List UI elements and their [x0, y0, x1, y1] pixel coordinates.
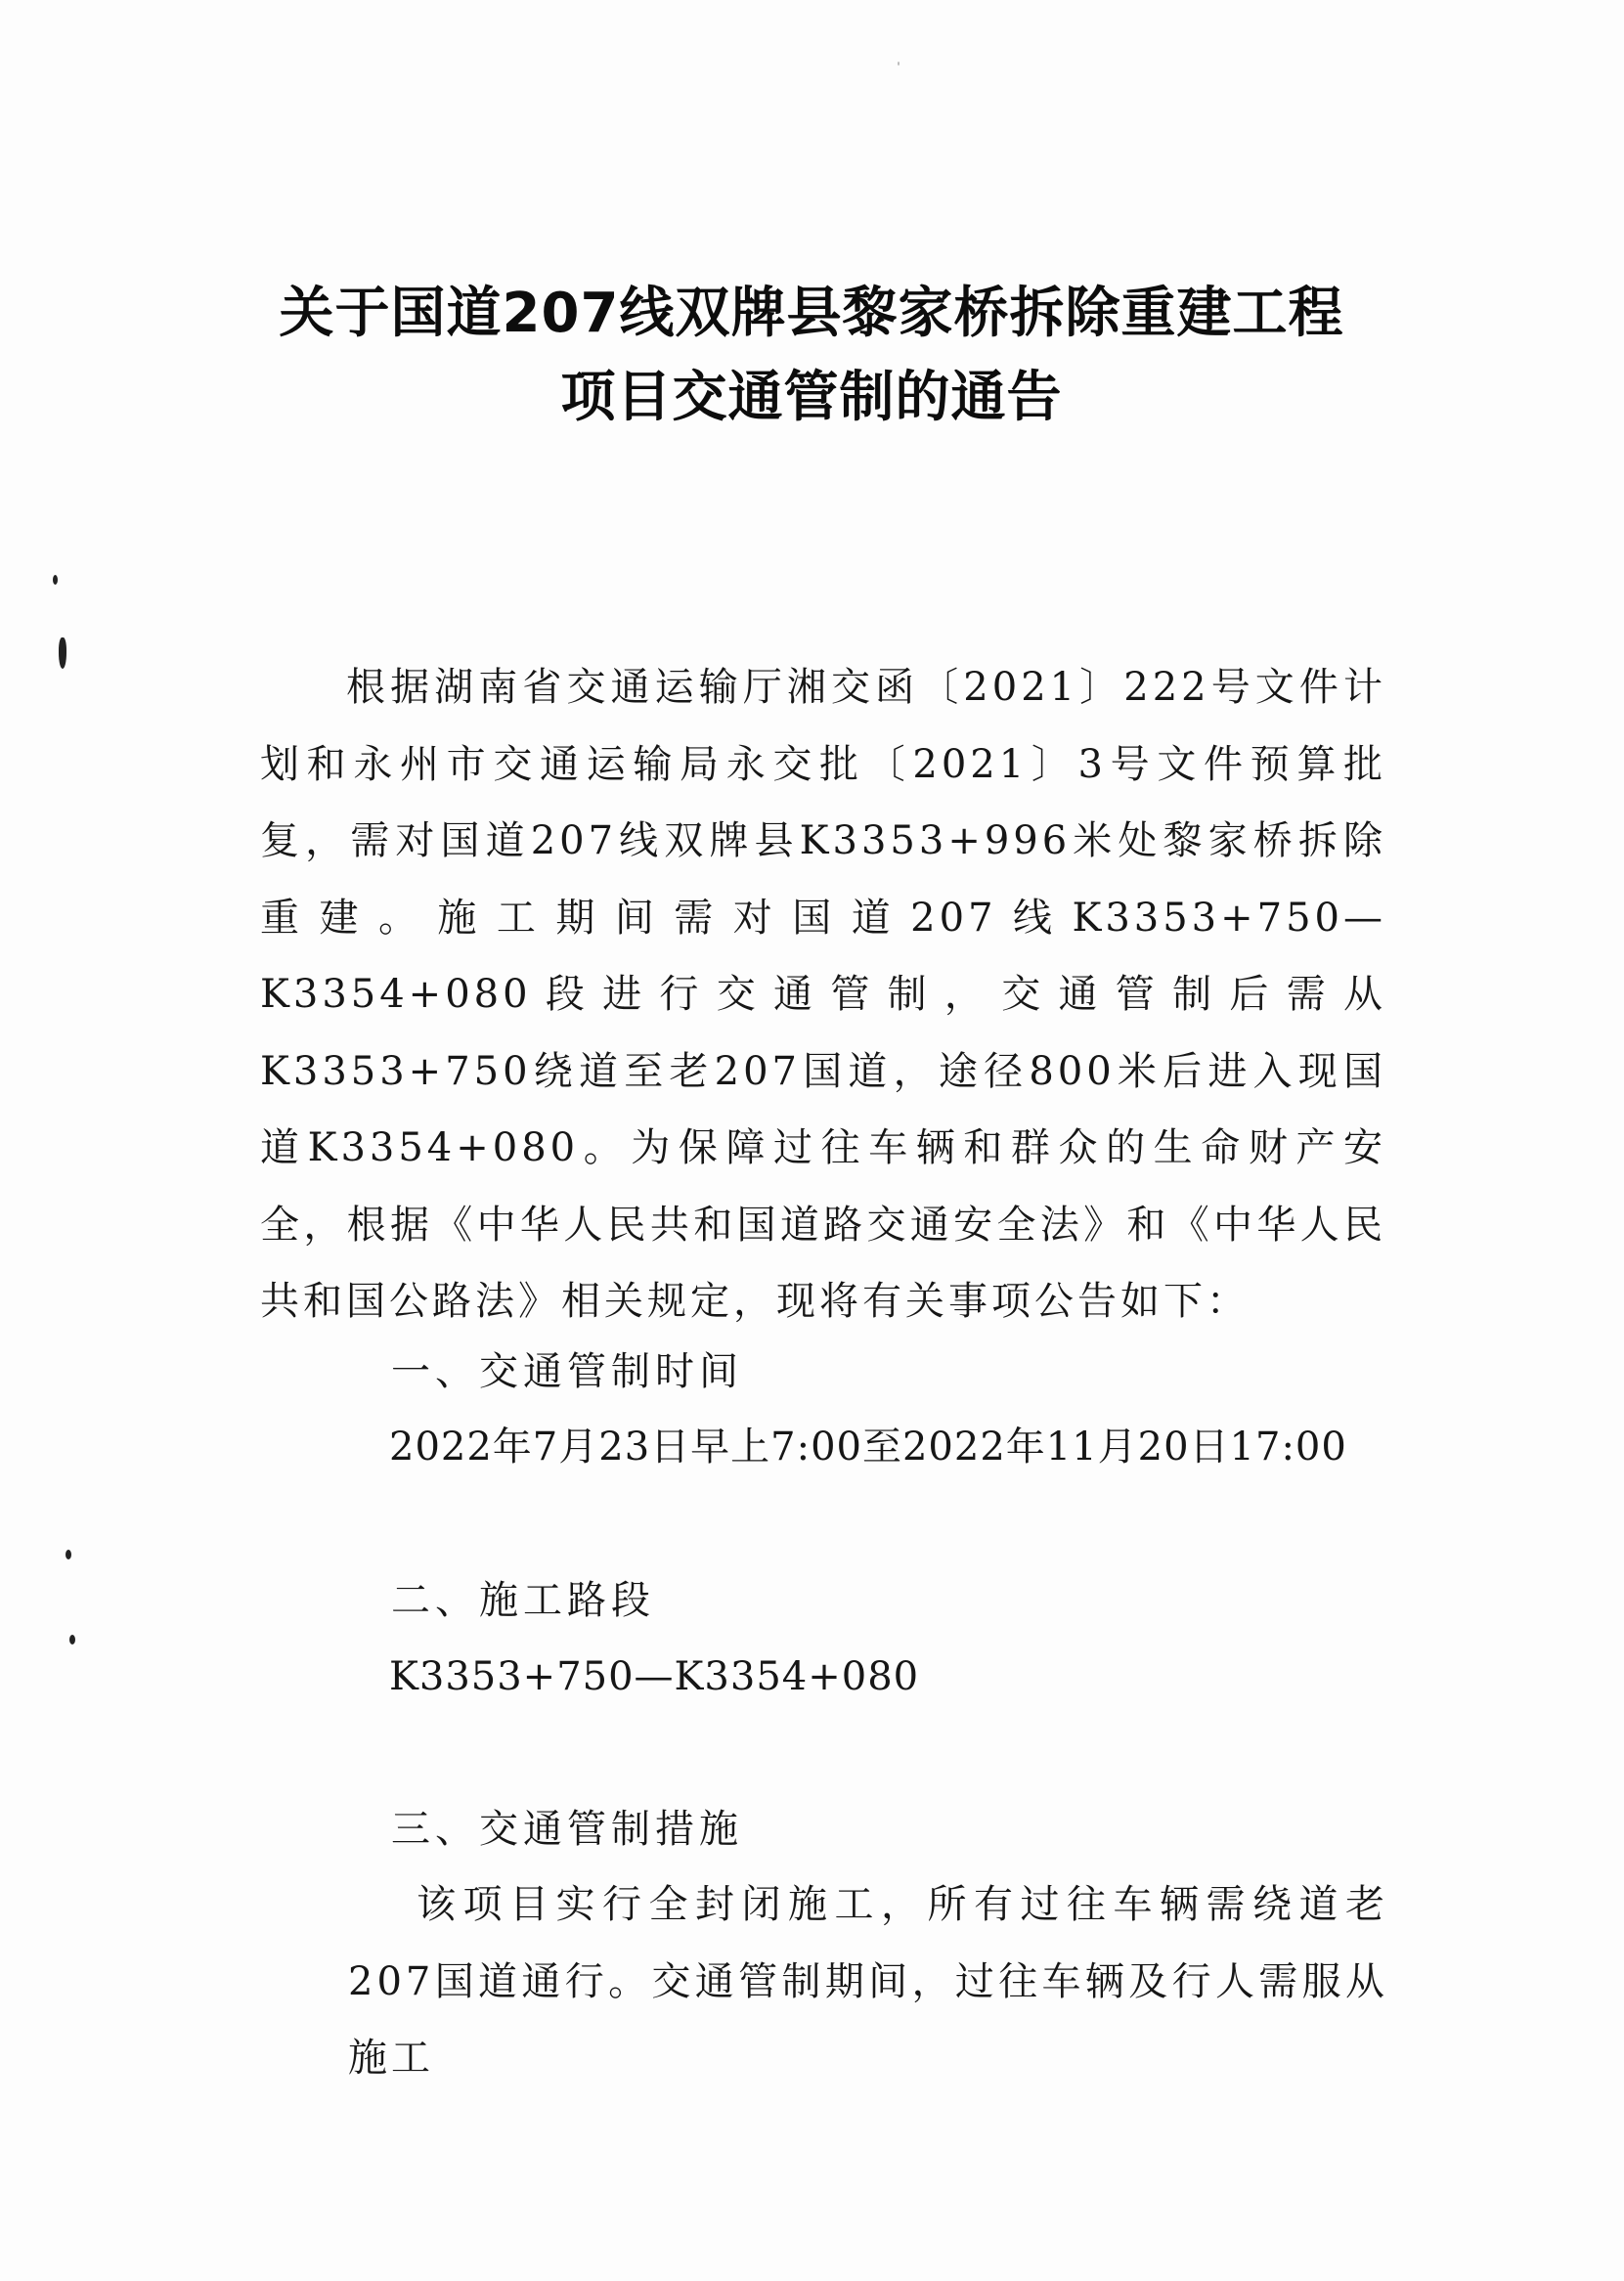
scan-speck: [898, 62, 900, 66]
section-heading-control-time: 一、交通管制时间: [391, 1349, 743, 1394]
section-value-road-segment: K3353+750—K3354+080: [389, 1654, 920, 1699]
title-line-2: 项目交通管制的通告: [560, 366, 1063, 429]
scan-speck: [69, 1635, 75, 1645]
section-body-control-measures: 该项目实行全封闭施工，所有过往车辆需绕道老207国道通行。交通管制期间，过往车辆及行人需服从施工: [348, 1882, 1388, 2081]
title-line-1: 关于国道207线双牌县黎家桥拆除重建工程: [279, 282, 1344, 345]
scan-speck: [66, 1550, 71, 1559]
section-heading-control-measures: 三、交通管制措施: [391, 1807, 743, 1852]
scan-speck: [53, 575, 58, 585]
document-title: [186, 272, 1437, 440]
scan-speck: [59, 637, 66, 669]
section-value-control-time: 2022年7月23日早上7:00至2022年11月20日17:00: [389, 1425, 1347, 1469]
section-heading-road-segment: 二、施工路段: [391, 1578, 655, 1623]
intro-paragraph: 根据湖南省交通运输厅湘交函〔2021〕222号文件计划和永州市交通运输局永交批〔2021〕3号文件预算批复，需对国道207线双牌县K3353+996米处黎家桥拆除重建。施工期间需对国道207线K3353+750—K3354+080段进行交通管制，交通管制后需从K3353+750绕道至老207国道，途径800米后进入现国道K3354+080。为保障过往车辆和群众的生命财产安全，根据《中华人民共和国道路交通安全法》和《中华人民共和国公路法》相关规定，现将有关事项公告如下：: [260, 665, 1386, 1324]
